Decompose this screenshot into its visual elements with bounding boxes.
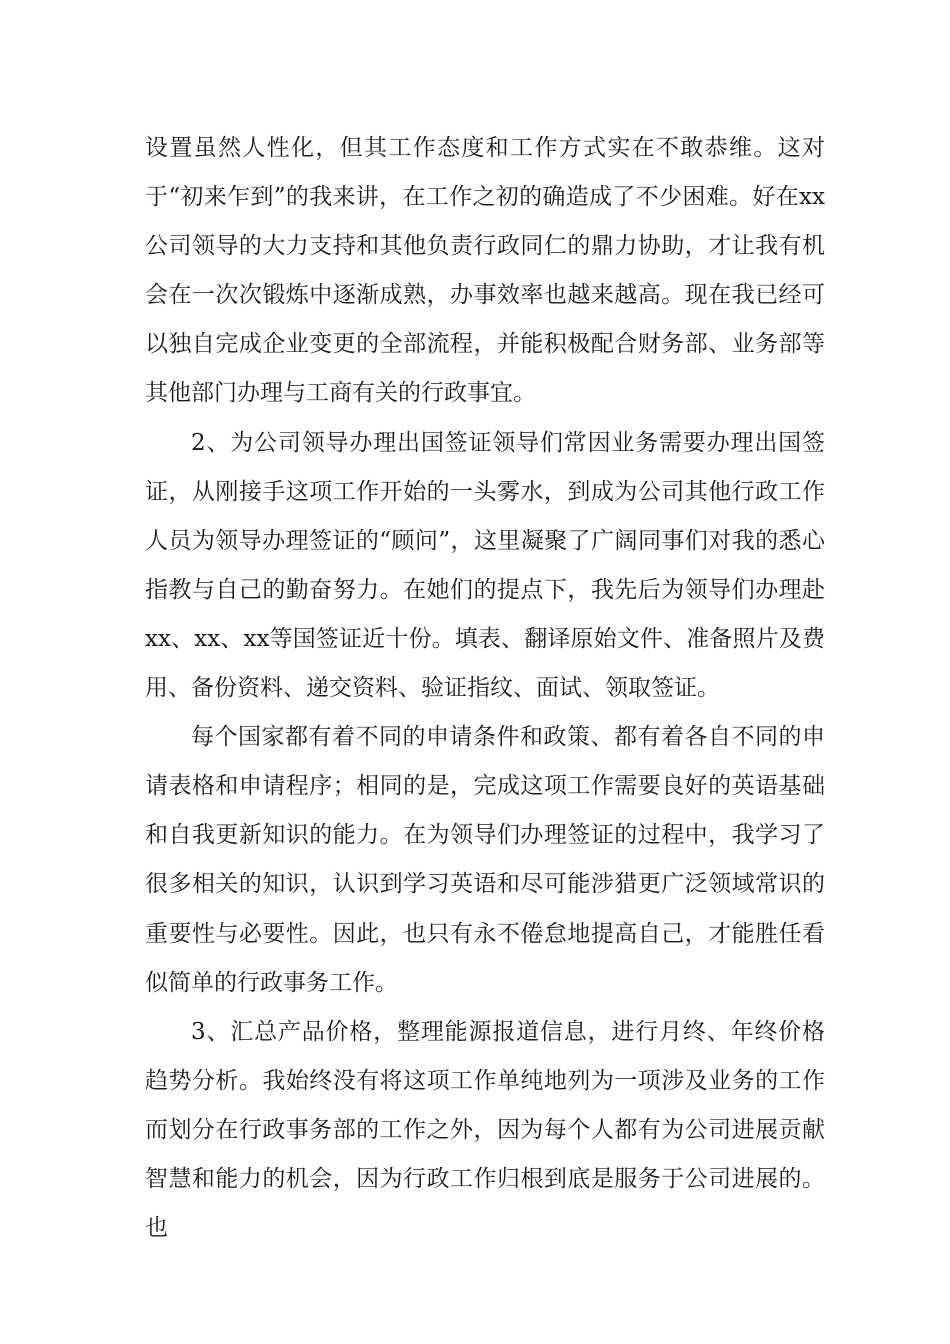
paragraph-2: 2、为公司领导办理出国签证领导们常因业务需要办理出国签证，从刚接手这项工作开始的一头雾水，到成为公司其他行政工作人员为领导办理签证的“顾问”，这里凝聚了广阔同事们对我的悉心指教与自己的勤奋努力。在她们的提点下，我先后为领导们办理赴xx、xx、xx等国签证近十份。填表、翻译原始文件、准备照片及费用、备份资料、递交资料、验证指纹、面试、领取签证。 (145, 429, 825, 702)
paragraph-3: 每个国家都有着不同的申请条件和政策、都有着各自不同的申请表格和申请程序；相同的是，完成这项工作需要良好的英语基础和自我更新知识的能力。在为领导们办理签证的过程中，我学习了很多相关的知识，认识到学习英语和尽可能涉猎更广泛领域常识的重要性与必要性。因此，也只有永不倦怠地提高自己，才能胜任看似简单的行政事务工作。 (145, 724, 825, 996)
document-body (145, 124, 825, 1253)
paragraph-1: 设置虽然人性化，但其工作态度和工作方式实在不敢恭维。这对于“初来乍到”的我来讲，在工作之初的确造成了不少困难。好在xx公司领导的大力支持和其他负责行政同仁的鼎力协助，才让我有机会在一次次锻炼中逐渐成熟，办事效率也越来越高。现在我已经可以独自完成企业变更的全部流程，并能积极配合财务部、业务部等其他部门办理与工商有关的行政事宜。 (145, 135, 825, 407)
paragraph-4: 3、汇总产品价格，整理能源报道信息，进行月终、年终价格趋势分析。我始终没有将这项工作单纯地列为一项涉及业务的工作而划分在行政事务部的工作之外，因为每个人都有为公司进展贡献智慧和能力的机会，因为行政工作归根到底是服务于公司进展的。也 (145, 1018, 825, 1242)
